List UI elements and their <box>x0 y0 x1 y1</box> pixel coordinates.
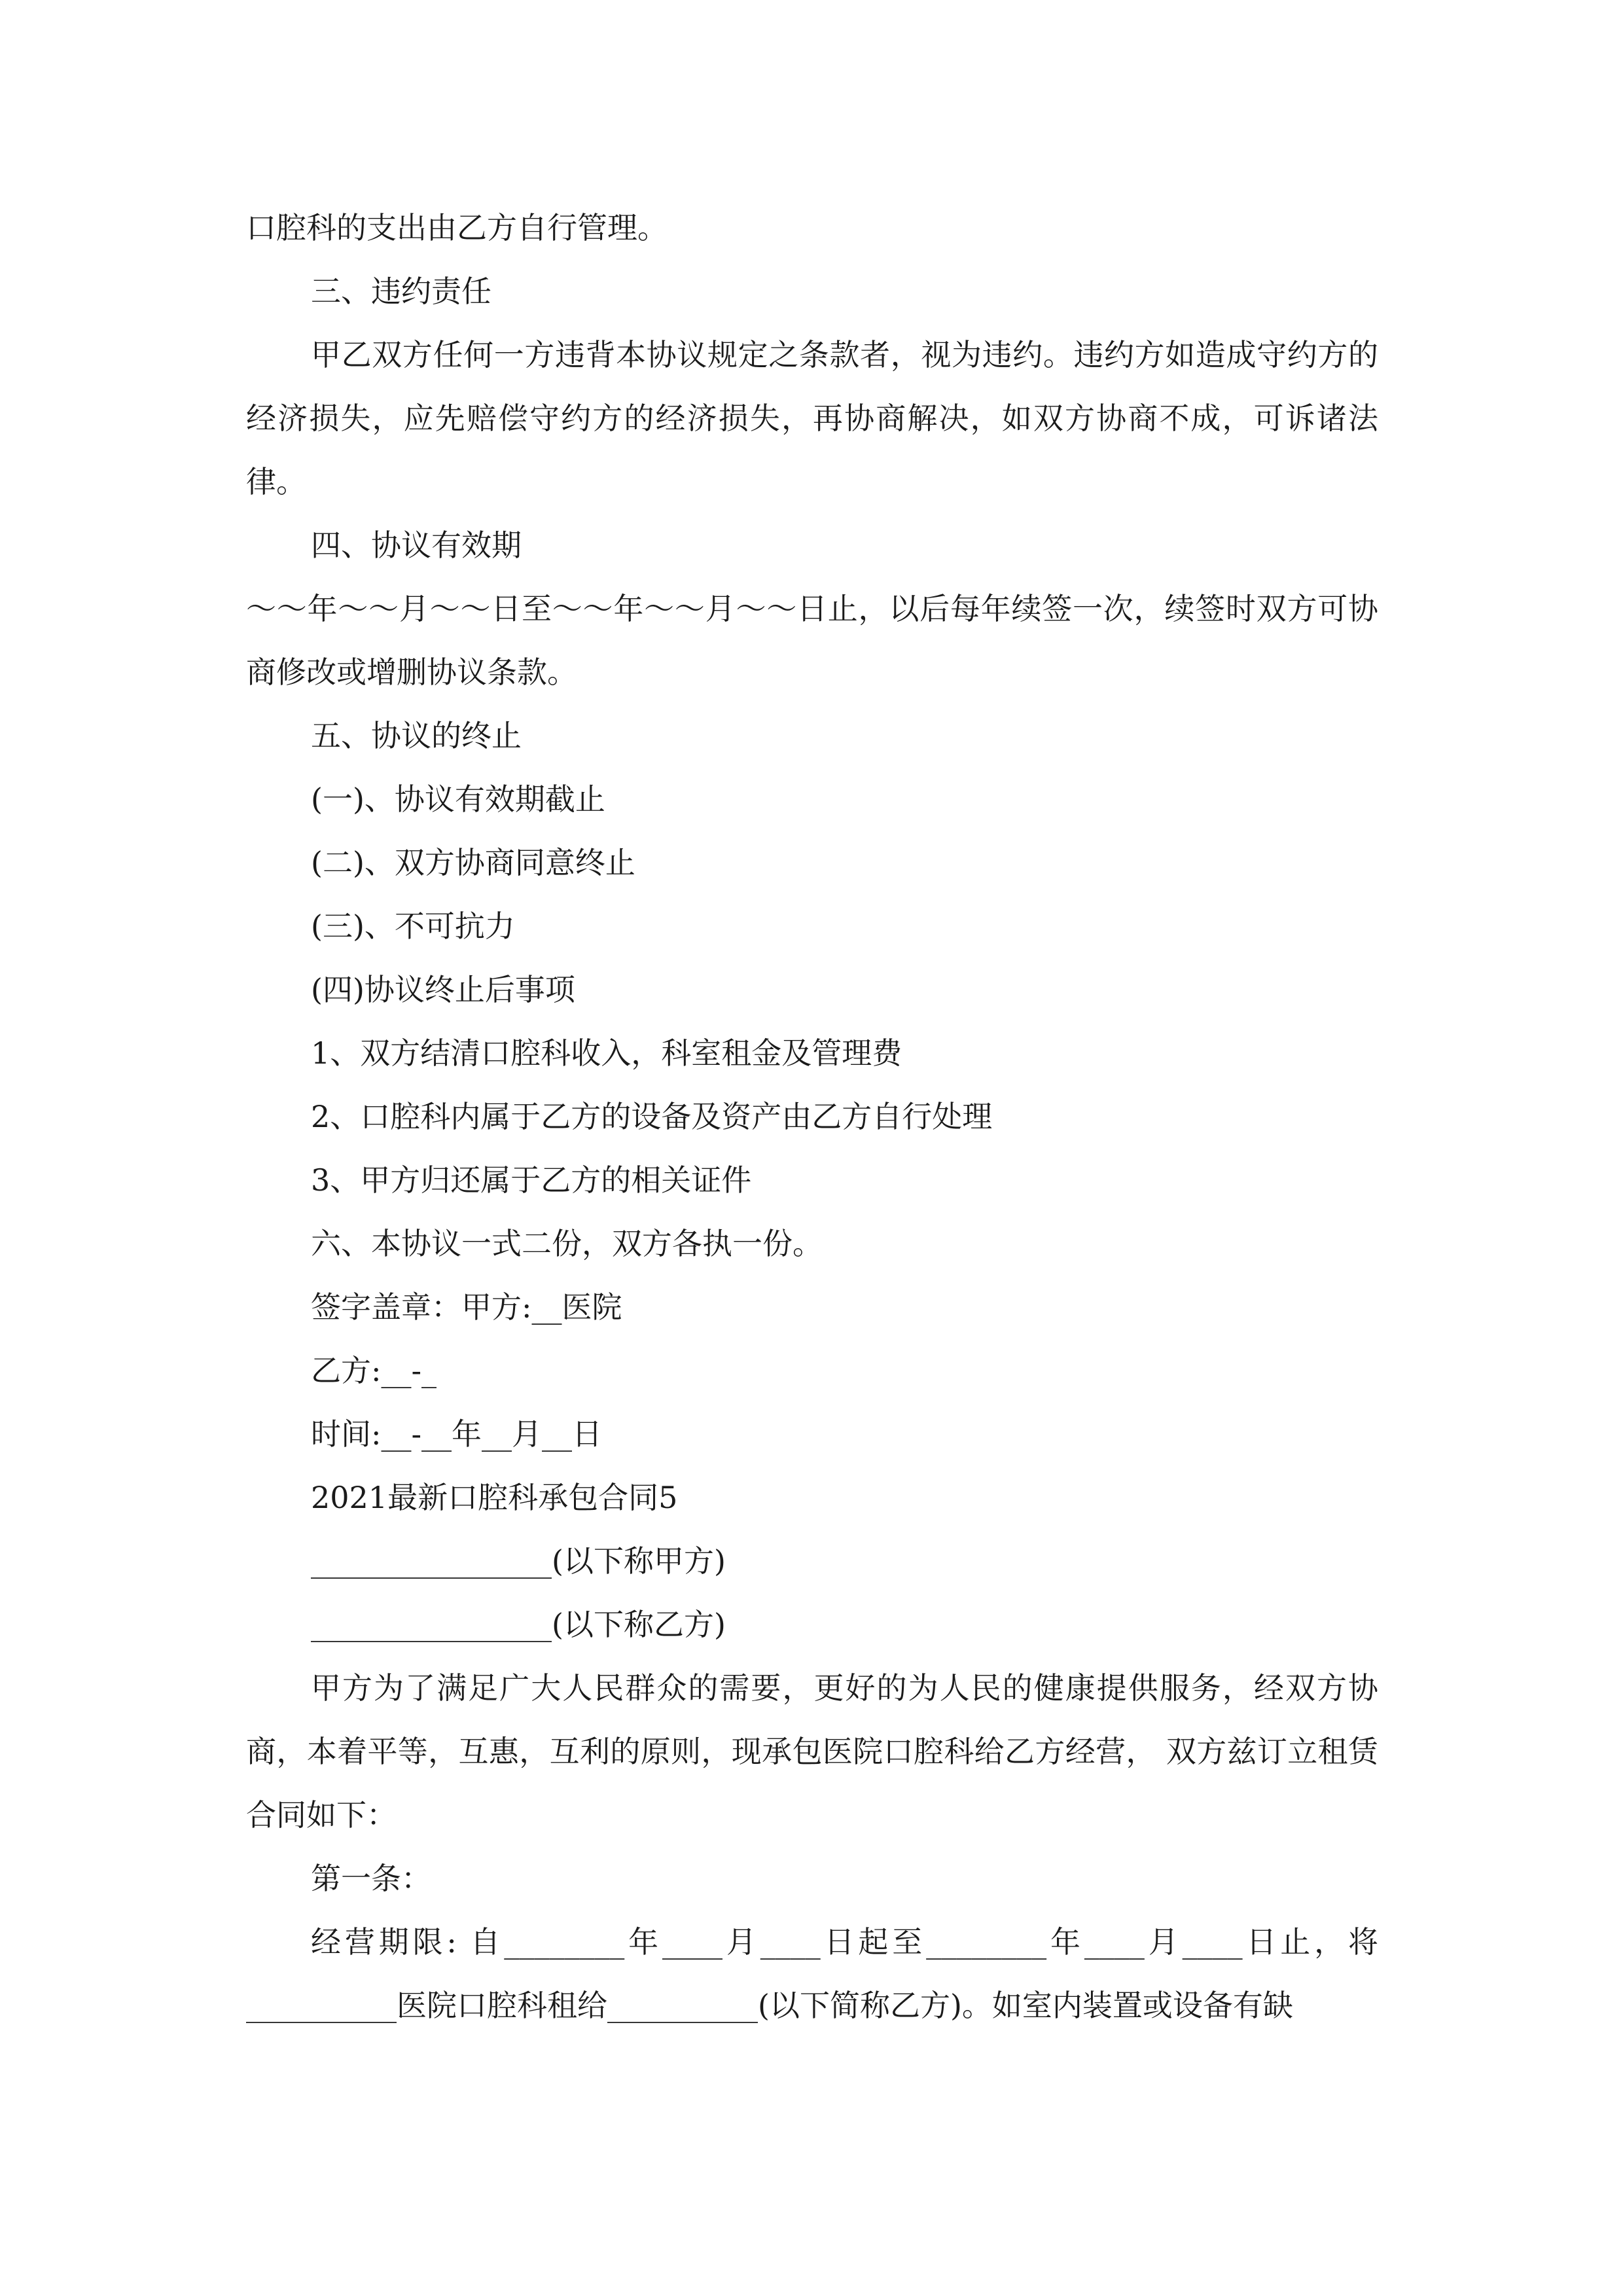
paragraph-validity-terms: ～～年～～月～～日至～～年～～月～～日止，以后每年续签一次，续签时双方可协商修改或增删协议条款。 <box>246 591 1378 690</box>
paragraph-breach-terms: 甲乙双方任何一方违背本协议规定之条款者，视为违约。违约方如造成守约方的经济损失，应先赔偿守约方的经济损失，再协商解决，如双方协商不成，可诉诸法律。 <box>246 337 1378 499</box>
termination-item-3: (三)、不可抗力 <box>311 908 515 944</box>
heading-breach-liability: 三、违约责任 <box>311 274 491 309</box>
party-b-line: ________________(以下称乙方) <box>311 1607 726 1642</box>
heading-copies: 六、本协议一式二份，双方各执一份。 <box>311 1226 823 1261</box>
document-body <box>246 196 1378 2037</box>
signature-date: 时间:__-__年__月__日 <box>311 1416 603 1452</box>
paragraph-preamble: 甲方为了满足广大人民群众的需要，更好的为人民的健康提供服务，经双方协商，本着平等，互惠，互利的原则，现承包医院口腔科给乙方经营， 双方兹订立租赁合同如下： <box>246 1670 1378 1833</box>
post-termination-item-3: 3、甲方归还属于乙方的相关证件 <box>311 1162 752 1198</box>
termination-item-2: (二)、双方协商同意终止 <box>311 845 635 880</box>
signature-party-a: 签字盖章：甲方:__医院 <box>311 1289 622 1325</box>
post-termination-item-2: 2、口腔科内属于乙方的设备及资产由乙方自行处理 <box>311 1099 993 1134</box>
termination-item-4: (四)协议终止后事项 <box>311 972 575 1007</box>
post-termination-item-1: 1、双方结清口腔科收入，科室租金及管理费 <box>311 1035 902 1071</box>
paragraph-expense-management: 口腔科的支出由乙方自行管理。 <box>246 210 668 245</box>
heading-validity-period: 四、协议有效期 <box>311 528 522 563</box>
termination-item-1: (一)、协议有效期截止 <box>311 781 605 817</box>
heading-termination: 五、协议的终止 <box>311 718 522 753</box>
heading-article-1: 第一条： <box>311 1861 431 1896</box>
signature-party-b: 乙方:__-_ <box>311 1353 437 1388</box>
paragraph-operating-term: 经营期限: 自________年____月____日起至________年____月____日止，将__________医院口腔科租给__________(以下简称乙方)。如室内装置或设备有缺 <box>246 1924 1378 2023</box>
contract-title: 2021最新口腔科承包合同5 <box>311 1480 678 1515</box>
party-a-line: ________________(以下称甲方) <box>311 1543 726 1579</box>
